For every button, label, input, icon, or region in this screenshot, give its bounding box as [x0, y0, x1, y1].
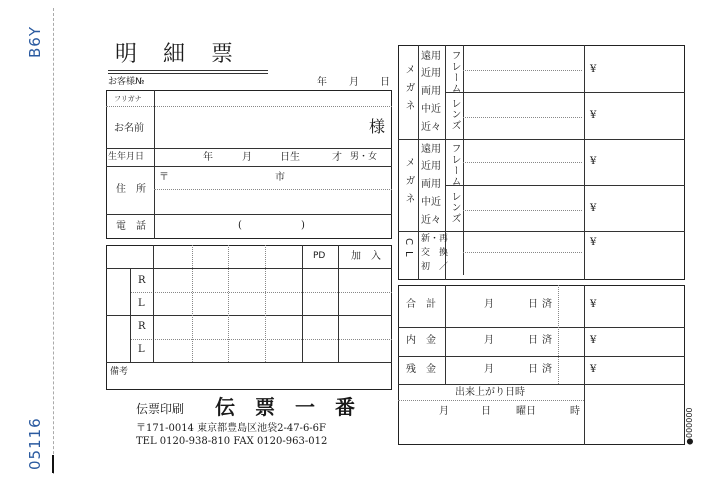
date-day: 日 [380, 77, 390, 88]
order-col-4 [584, 45, 585, 280]
rx-bottom-line [106, 362, 392, 363]
use-far-2: 遠用 [421, 144, 441, 155]
frame-label-2: フレーム [449, 143, 460, 187]
use-mid-1: 中近 [421, 104, 441, 115]
rx-col-e [265, 245, 266, 362]
info-label-divider [154, 90, 155, 239]
use-nearnear-2: 近々 [421, 215, 441, 226]
ready-day: 日 [481, 406, 491, 417]
lens2-line [463, 210, 582, 211]
lens-yen-1: ¥ [590, 110, 597, 121]
totals-col-1 [445, 285, 446, 384]
company-phone: TEL 0120-938-810 FAX 0120-963-012 [136, 436, 328, 447]
order-col-2 [445, 45, 446, 280]
age-label: 才 [332, 152, 342, 163]
total-yen: ¥ [590, 299, 597, 310]
balance-label: 残 金 [406, 364, 436, 375]
cl-new: 新・再 [421, 234, 449, 244]
name-label: お名前 [114, 123, 144, 134]
cl-exchange: 交 換 [421, 248, 449, 258]
phone-paren-open: ( [238, 220, 242, 231]
top-side-code: B6Y [26, 26, 44, 58]
rx-row-line-3 [130, 339, 392, 340]
customer-no-label: お客様№ [108, 77, 145, 87]
rx-l2: L [138, 344, 145, 355]
sama-suffix: 様 [369, 117, 386, 136]
gender-label: 男・女 [350, 152, 378, 162]
frame-yen-2: ¥ [590, 156, 597, 167]
glasses2-mid [445, 185, 685, 186]
glasses-divider [398, 139, 685, 140]
totals-col-3 [558, 285, 559, 384]
rx-col-a [130, 268, 131, 362]
prescription-box [106, 245, 392, 390]
date-month: 月 [349, 77, 359, 88]
edge-mark [52, 455, 54, 473]
title-underline-2 [108, 73, 268, 74]
date-year: 年 [317, 77, 327, 88]
page-title: 明 細 票 [115, 42, 236, 67]
birth-month: 月 [242, 152, 252, 163]
balance-month: 月 [484, 364, 494, 375]
lens-yen-2: ¥ [590, 203, 597, 214]
rx-row-line-1 [130, 292, 392, 293]
bottom-side-code: 05116 [26, 417, 44, 470]
rx-col-g [338, 245, 339, 362]
phone-label: 電 話 [116, 221, 146, 232]
glasses1-mid [445, 92, 685, 93]
ready-hour: 時 [570, 406, 580, 417]
use-far-1: 遠用 [421, 51, 441, 62]
megane-label-2: メガネ [403, 157, 414, 211]
birthday-label: 生年月日 [108, 152, 145, 162]
phone-paren-close: ) [301, 220, 305, 231]
frame-yen-1: ¥ [590, 64, 597, 75]
deposit-day: 日 [528, 335, 538, 346]
lens-label-1: レンズ [449, 98, 460, 131]
birth-day: 日生 [280, 152, 300, 163]
totals-line-2 [398, 356, 685, 357]
use-mid-2: 中近 [421, 197, 441, 208]
cl-line [463, 252, 582, 253]
postal-mark: 〒 [159, 172, 169, 183]
lens-label-2: レンズ [449, 191, 460, 224]
total-month: 月 [484, 299, 494, 310]
customer-info-box [106, 90, 392, 239]
company-address: 〒171-0014 東京都豊島区池袋2-47-6-6F [136, 423, 326, 434]
furigana-line [106, 106, 392, 107]
totals-line-3 [398, 384, 685, 385]
rx-col-b [153, 245, 154, 362]
pd-header: PD [313, 251, 326, 261]
totals-line-1 [398, 327, 685, 328]
lens1-line [463, 117, 582, 118]
frame-label-1: フレーム [449, 50, 460, 94]
total-label: 合 計 [406, 299, 436, 310]
balance-done: 済 [542, 364, 552, 375]
serial-number: ●000000 [685, 407, 694, 445]
rx-col-c [192, 245, 193, 362]
cl-first: 初 ／ [421, 262, 449, 272]
rx-col-d [228, 245, 229, 362]
remarks-label: 備考 [110, 367, 129, 377]
cl-divider [398, 231, 685, 232]
address-mid-line [154, 189, 392, 190]
ready-line [398, 400, 584, 401]
name-bottom-line [106, 148, 392, 149]
total-day: 日 [528, 299, 538, 310]
birthday-bottom-line [106, 166, 392, 167]
use-both-2: 両用 [421, 179, 441, 190]
total-done: 済 [542, 299, 552, 310]
deposit-done: 済 [542, 335, 552, 346]
cl-label: CL [403, 238, 414, 263]
add-header: 加 入 [351, 251, 381, 262]
city-label: 市 [275, 172, 285, 183]
ready-weekday: 曜日 [516, 406, 536, 417]
rx-row-line-2 [106, 315, 392, 316]
order-col-1 [418, 45, 419, 280]
deposit-label: 内 金 [406, 335, 436, 346]
birth-year: 年 [203, 152, 213, 163]
ready-month: 月 [439, 406, 449, 417]
title-underline [108, 70, 268, 71]
company-name: 伝 票 一 番 [215, 395, 355, 419]
use-nearnear-1: 近々 [421, 122, 441, 133]
use-both-1: 両用 [421, 86, 441, 97]
balance-yen: ¥ [590, 364, 597, 375]
balance-day: 日 [528, 364, 538, 375]
use-near-2: 近用 [421, 161, 441, 172]
cl-yen: ¥ [590, 237, 597, 248]
rx-l1: L [138, 298, 145, 309]
deposit-month: 月 [484, 335, 494, 346]
rx-r2: R [138, 321, 146, 332]
order-col-3 [463, 45, 464, 275]
address-label: 住 所 [116, 184, 146, 195]
megane-label-1: メガネ [403, 64, 414, 118]
perforation-line [53, 8, 54, 474]
deposit-yen: ¥ [590, 335, 597, 346]
address-bottom-line [106, 214, 392, 215]
rx-r1: R [138, 275, 146, 286]
rx-col-f [302, 245, 303, 362]
totals-col-2 [584, 285, 585, 445]
ready-title: 出来上がり日時 [455, 387, 525, 398]
company-print-label: 伝票印刷 [136, 402, 185, 416]
rx-header-line [106, 268, 392, 269]
furigana-label: フリガナ [114, 95, 142, 103]
use-near-1: 近用 [421, 68, 441, 79]
frame2-line [463, 162, 582, 163]
frame1-line [463, 70, 582, 71]
